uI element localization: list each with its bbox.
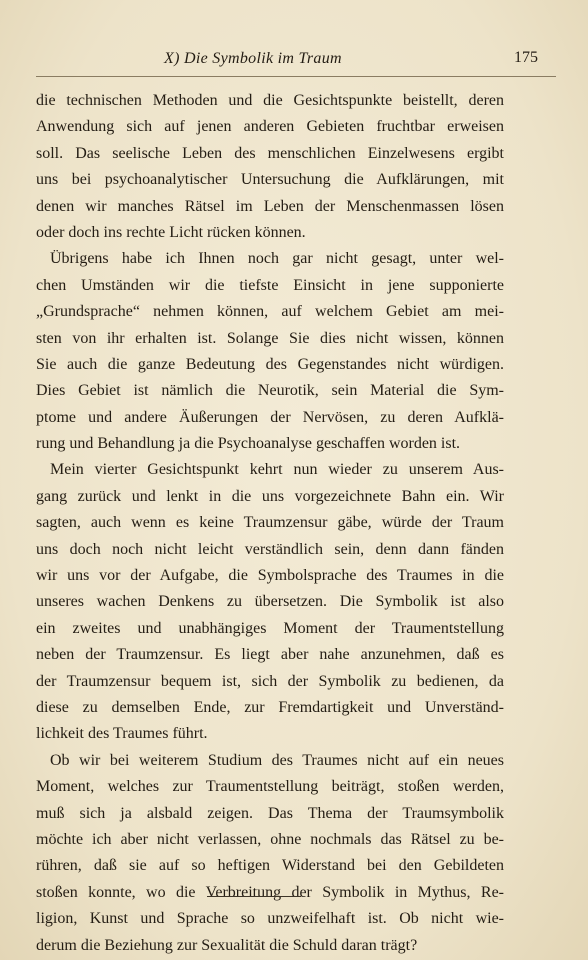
text-line: rung und Behandlung ja die Psychoanalyse geschaffen worden ist. (36, 435, 461, 453)
page-header (36, 36, 556, 77)
running-head: X) Die Symbolik im Traum (164, 50, 342, 67)
text-line: ligion, Kunst und Sprache so unzweifelhaft ist. Ob nicht wie- (36, 910, 504, 928)
text-line: sten von ihr erhalten ist. Solange Sie dies nicht wissen, können (36, 329, 504, 347)
paragraph-3 (36, 457, 504, 747)
text-line: denen wir manches Rätsel im Leben der Menschenmassen lösen (36, 197, 504, 215)
text-line: Ob wir bei weiterem Studium des Traumes nicht auf ein neues (50, 751, 504, 769)
text-line: ein zweites und unabhängiges Moment der Traumentstellung (36, 619, 504, 637)
text-line: Anwendung sich auf jenen anderen Gebieten fruchtbar erweisen (36, 118, 504, 136)
text-line: Mein vierter Gesichtspunkt kehrt nun wieder zu unserem Aus- (50, 461, 504, 479)
text-line: stoßen konnte, wo die Verbreitung der Symbolik in Mythus, Re- (36, 883, 504, 901)
text-line: derum die Beziehung zur Sexualität die Schuld daran trägt? (36, 936, 418, 954)
text-line: chen Umständen wir die tiefste Einsicht in jene supponierte (36, 276, 504, 294)
text-line: der Traumzensur bequem ist, sich der Symbolik zu bedienen, da (36, 672, 504, 690)
text-line: uns bei psychoanalytischer Untersuchung die Aufklärungen, mit (36, 171, 504, 189)
text-line: oder doch ins rechte Licht rücken können. (36, 223, 306, 241)
text-line: „Grundsprache“ nehmen können, auf welchem Gebiet am mei- (36, 303, 504, 321)
body-text (36, 88, 504, 959)
paragraph-2 (36, 246, 504, 457)
text-line: unseres wachen Denkens zu übersetzen. Die Symbolik ist also (36, 593, 504, 611)
text-line: ptome und andere Äußerungen der Nervösen, zu deren Aufklä- (36, 408, 504, 426)
paragraph-4 (36, 748, 504, 959)
text-line: Moment, welches zur Traumentstellung beiträgt, stoßen werden, (36, 778, 504, 796)
text-line: neben der Traumzensur. Es liegt aber nahe anzunehmen, daß es (36, 646, 504, 664)
page-number: 175 (514, 49, 538, 66)
paragraph-1 (36, 88, 504, 246)
text-line: rühren, daß sie auf so heftigen Widerstand bei den Gebildeten (36, 857, 504, 875)
text-line: Übrigens habe ich Ihnen noch gar nicht gesagt, unter wel- (50, 250, 504, 268)
text-line: uns doch noch nicht leicht verständlich sein, denn dann fänden (36, 540, 504, 558)
text-line: lichkeit des Traumes führt. (36, 725, 208, 743)
text-line: diese zu demselben Ende, zur Fremdartigkeit und Unverständ- (36, 698, 504, 716)
text-line: wir uns vor der Aufgabe, die Symbolsprache des Traumes in die (36, 567, 504, 585)
text-line: Dies Gebiet ist nämlich die Neurotik, sein Material die Sym- (36, 382, 504, 400)
section-end-rule (207, 896, 301, 897)
text-line: möchte ich aber nicht verlassen, ohne nochmals das Rätsel zu be- (36, 830, 504, 848)
text-line: soll. Das seelische Leben des menschlichen Einzelwesens ergibt (36, 144, 504, 162)
text-line: die technischen Methoden und die Gesichtspunkte beistellt, deren (36, 92, 504, 109)
text-line: Sie auch die ganze Bedeutung des Gegenstandes nicht würdigen. (36, 355, 504, 373)
text-line: sagten, auch wenn es keine Traumzensur gäbe, würde der Traum (36, 514, 504, 532)
text-line: gang zurück und lenkt in die uns vorgezeichnete Bahn ein. Wir (36, 487, 504, 505)
text-line: muß sich ja alsbald zeigen. Das Thema der Traumsymbolik (36, 804, 504, 822)
